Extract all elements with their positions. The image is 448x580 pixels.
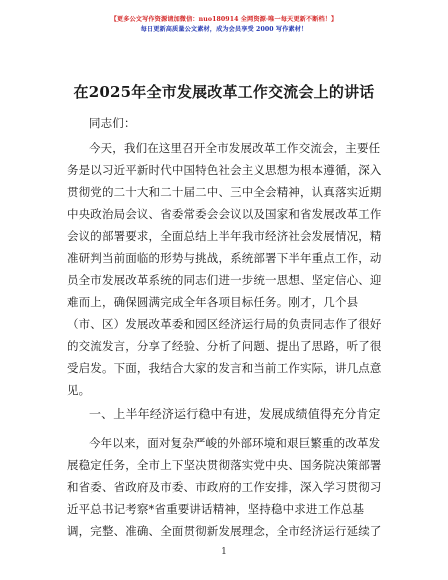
paragraph-line: 的交流发言，分享了经验、分析了问题、提出了思路，听了很 (67, 339, 382, 353)
document-title: 在2025年全市发展改革工作交流会上的讲话 (73, 83, 375, 101)
paragraph-line: 今天，我们在这里召开全市发展改革工作交流会，主要任 (89, 141, 381, 155)
paragraph-line: （市、区）发展改革委和园区经济运行局的负责同志作了很好 (67, 317, 382, 331)
paragraph-line: 和省委、省政府及市委、市政府的工作安排，深入学习贯彻习 (67, 480, 382, 494)
paragraph-line: 务是以习近平新时代中国特色社会主义思想为根本遵循，深入 (67, 163, 382, 177)
salutation: 同志们： (89, 116, 136, 130)
header-promo-line-2: 每日更新高质量公文素材，成为会员享受 2000 写作素材！ (140, 26, 308, 33)
paragraph-line: 贯彻党的二十大和二十届二中、三中全会精神，认真落实近期 (67, 185, 382, 199)
paragraph-line: 难而上，确保圆满完成全年各项目标任务。刚才，几个县 (67, 295, 359, 309)
paragraph-line: 准研判当前面临的形势与挑战，系统部署下半年重点工作，动 (67, 251, 382, 265)
paragraph-line: 近平总书记考察*省重要讲话精神，坚持稳中求进工作总基 (67, 502, 365, 516)
paragraph-line: 受启发。下面，我结合大家的发言和当前工作实际，讲几点意 (67, 361, 382, 375)
header-promo-line-1: 【更多公文写作资源请加微信：nuo180914 全网资源·唯一每天更新不断档！】 (110, 16, 338, 23)
page-number: 1 (221, 547, 227, 557)
paragraph-line: 中央政治局会议、省委常委会会议以及国家和省发展改革工作 (67, 207, 382, 221)
paragraph-line: 今年以来，面对复杂严峻的外部环境和艰巨繁重的改革发 (89, 436, 381, 450)
paragraph-line: 员全市发展改革系统的同志们进一步统一思想、坚定信心、迎 (67, 273, 382, 287)
paragraph-line: 见。 (67, 383, 91, 397)
paragraph-line: 会议的部署要求，全面总结上半年我市经济社会发展情况，精 (67, 229, 382, 243)
paragraph-line: 展稳定任务，全市上下坚决贯彻落实党中央、国务院决策部署 (67, 458, 382, 472)
paragraph-line: 调，完整、准确、全面贯彻新发展理念，全市经济运行延续了 (67, 524, 382, 538)
section-heading: 一、上半年经济运行稳中有进，发展成绩值得充分肯定 (89, 407, 381, 421)
